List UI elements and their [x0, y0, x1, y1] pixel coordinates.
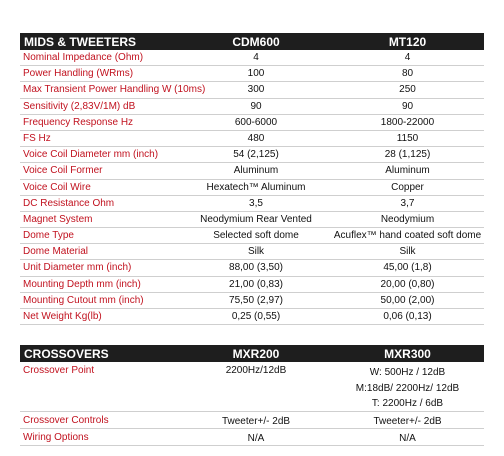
spec-row	[20, 115, 484, 131]
spec-value-mt120: 28 (1,125)	[384, 149, 431, 161]
spec-value-mt120: 0,06 (0,13)	[383, 311, 432, 322]
spec-value-cdm600: 300	[247, 84, 265, 96]
spec-label: Nominal Impedance (Ohm)	[23, 52, 144, 63]
mids-tweeters-table	[20, 33, 484, 325]
spec-value-cdm600: 4	[253, 52, 259, 63]
spec-row	[20, 163, 484, 179]
spec-row	[20, 260, 484, 276]
spec-value-mt120: 1800-22000	[380, 116, 435, 128]
mids-header-row	[20, 33, 484, 50]
spec-label: Mounting Depth mm (inch)	[23, 278, 141, 290]
spec-value-mt120: Silk	[399, 246, 416, 258]
spec-value-cdm600: 21,00 (0,83)	[229, 278, 283, 290]
spec-row	[20, 99, 484, 115]
spec-label: Magnet System	[23, 213, 93, 225]
spec-row	[20, 82, 484, 98]
spec-label: Unit Diameter mm (inch)	[23, 262, 132, 274]
spec-label: Power Handling (WRms)	[23, 68, 134, 80]
spec-row	[20, 212, 484, 228]
crossover-point-row	[20, 362, 484, 412]
spec-row	[20, 147, 484, 163]
spec-label: Mounting Cutout mm (inch)	[23, 294, 144, 306]
spec-label: Dome Material	[23, 246, 89, 258]
spec-label: FS Hz	[23, 132, 51, 144]
spec-value-mt120: 20,00 (0,80)	[380, 278, 435, 290]
crossovers-header-row	[20, 345, 484, 362]
spec-value-mt120: 45,00 (1,8)	[383, 262, 432, 274]
crossover-point-col1: 2200Hz/12dB	[225, 365, 287, 376]
crossover-controls-col2: Tweeter+/- 2dB	[373, 416, 442, 427]
mids-header-col2: MT120	[388, 35, 427, 49]
crossovers-table	[20, 345, 484, 446]
crossover-point-col2-line: W: 500Hz / 12dB	[369, 367, 446, 378]
spec-value-mt120: 90	[401, 100, 414, 112]
crossovers-header-col2: MXR300	[384, 347, 431, 361]
wiring-options-row	[20, 429, 484, 446]
crossovers-header-label: CROSSOVERS	[24, 347, 109, 361]
spec-value-cdm600: Hexatech™ Aluminum	[206, 181, 306, 193]
spec-label: Net Weight Kg(lb)	[23, 311, 102, 322]
spec-value-mt120: Copper	[391, 181, 424, 193]
spec-label: Voice Coil Former	[23, 165, 103, 177]
spec-row	[20, 309, 484, 325]
spec-row	[20, 50, 484, 66]
mids-header-col1: CDM600	[232, 35, 280, 49]
spec-value-mt120: Acuflex™ hand coated soft dome	[333, 230, 482, 242]
spec-label: Frequency Response Hz	[23, 116, 134, 128]
crossover-controls-row	[20, 412, 484, 429]
spec-label: Voice Coil Diameter mm (inch)	[23, 149, 159, 161]
spec-row	[20, 196, 484, 212]
spec-row	[20, 293, 484, 309]
spec-label: Dome Type	[23, 230, 74, 242]
spec-label: Voice Coil Wire	[23, 181, 91, 193]
spec-value-cdm600: 88,00 (3,50)	[229, 262, 283, 274]
spec-row	[20, 131, 484, 147]
spec-value-cdm600: 0,25 (0,55)	[231, 311, 281, 322]
crossover-point-col2-line: M:18dB/ 2200Hz/ 12dB	[355, 382, 460, 394]
mids-header-label: MIDS & TWEETERS	[24, 35, 137, 49]
spec-value-mt120: 4	[404, 52, 411, 63]
wiring-options-label: Wiring Options	[23, 432, 89, 443]
spec-value-mt120: 80	[401, 68, 414, 80]
spec-value-cdm600: Silk	[247, 246, 265, 258]
spec-value-cdm600: 3,5	[249, 197, 263, 209]
spec-value-mt120: Neodymium	[380, 213, 435, 225]
spec-value-cdm600: 100	[247, 68, 265, 80]
spec-row	[20, 228, 484, 244]
spec-value-cdm600: 480	[247, 132, 265, 144]
spec-label: DC Resistance Ohm	[23, 197, 115, 209]
spec-value-cdm600: 90	[250, 100, 262, 112]
spec-value-mt120: Aluminum	[385, 165, 430, 177]
spec-value-cdm600: 600-6000	[234, 116, 278, 128]
spec-value-cdm600: Aluminum	[233, 165, 279, 177]
spec-value-cdm600: Selected soft dome	[213, 230, 299, 242]
spec-label: Sensitivity (2,83V/1M) dB	[23, 100, 136, 112]
spec-value-cdm600: 54 (2,125)	[233, 149, 279, 161]
crossover-point-col2-line: T: 2200Hz / 6dB	[371, 398, 444, 409]
spec-row	[20, 180, 484, 196]
crossover-point-col2	[331, 365, 484, 412]
spec-value-mt120: 3,7	[400, 197, 415, 209]
crossover-point-label: Crossover Point	[23, 365, 95, 376]
spec-value-mt120: 1150	[396, 132, 419, 144]
spec-value-mt120: 50,00 (2,00)	[380, 294, 435, 306]
spec-label: Max Transient Power Handling W (10ms)	[23, 84, 206, 96]
spec-row	[20, 277, 484, 293]
spec-row	[20, 244, 484, 260]
crossover-controls-col1: Tweeter+/- 2dB	[221, 416, 291, 427]
crossovers-header-col1: MXR200	[232, 347, 280, 361]
spec-row	[20, 66, 484, 82]
wiring-options-col1: N/A	[247, 433, 265, 444]
spec-value-mt120: 250	[399, 84, 416, 96]
spec-value-cdm600: 75,50 (2,97)	[229, 294, 283, 306]
spec-value-cdm600: Neodymium Rear Vented	[200, 213, 312, 225]
mids-rows	[20, 50, 484, 325]
crossover-controls-label: Crossover Controls	[23, 415, 109, 426]
wiring-options-col2: N/A	[399, 433, 416, 444]
